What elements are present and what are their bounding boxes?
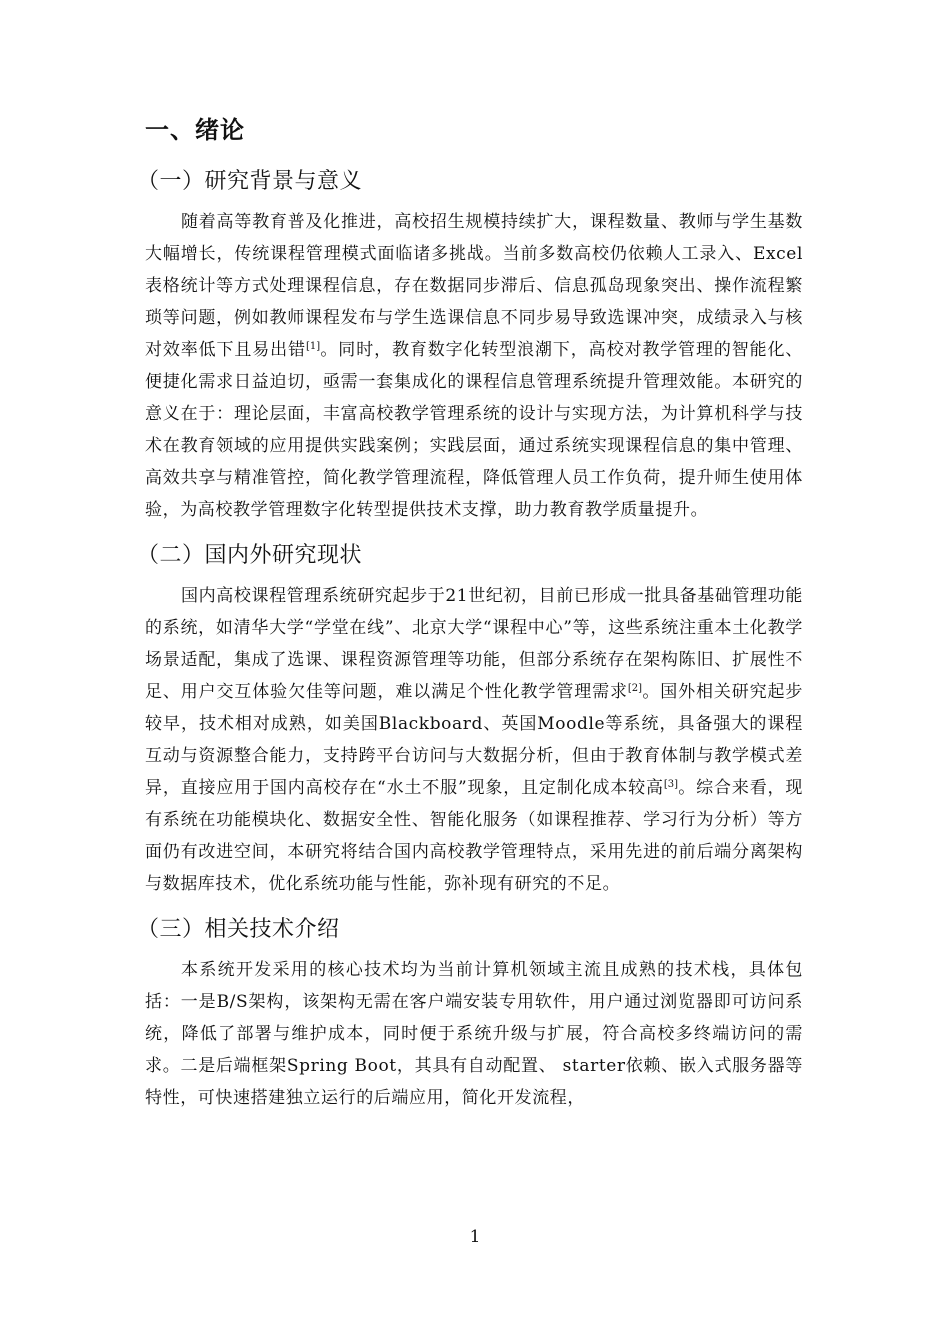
page-content: [137, 110, 804, 1124]
citation-ref[interactable]: [1]: [305, 341, 321, 352]
paragraph-text: 国内高校课程管理系统研究起步于21世纪初，目前已形成一批具备基础管理功能的系统，如清华大学“学堂在线”、北京大学“课程中心”等，这些系统注重本土化教学场景适配，集成了选课、课程资源管理等功能，但部分系统存在架构陈旧、扩展性不足、用户交互体验欠佳等问题，难以满足个性化教学管理需求: [145, 586, 803, 702]
paragraph-research-status: [145, 580, 803, 900]
paragraph-text: 。综合来看，现有系统在功能模块化、数据安全性、智能化服务（如课程推荐、学习行为分析）等方面仍有改进空间，本研究将结合国内高校教学管理特点，采用先进的前后端分离架构与数据库技术，优化系统功能与性能，弥补现有研究的不足。: [145, 778, 803, 894]
section-title-research-status: （二）国内外研究现状: [137, 543, 363, 568]
section-title-technology: （三）相关技术介绍: [137, 917, 340, 942]
paragraph-text: 随着高等教育普及化推进，高校招生规模持续扩大，课程数量、教师与学生基数大幅增长，传统课程管理模式面临诸多挑战。当前多数高校仍依赖人工录入、Excel表格统计等方式处理课程信息，存在数据同步滞后、信息孤岛现象突出、操作流程繁琐等问题，例如教师课程发布与学生选课信息不同步易导致选课冲突，成绩录入与核对效率低下且易出错: [145, 212, 803, 360]
paragraph-background: [145, 206, 803, 526]
section-title-background: （一）研究背景与意义: [137, 169, 363, 194]
citation-ref[interactable]: [3]: [663, 779, 679, 790]
paragraph-text: 。同时，教育数字化转型浪潮下，高校对教学管理的智能化、便捷化需求日益迫切，亟需一套集成化的课程信息管理系统提升管理效能。本研究的意义在于：理论层面，丰富高校教学管理系统的设计与实现方法，为计算机科学与技术在教育领域的应用提供实践案例；实践层面，通过系统实现课程信息的集中管理、高效共享与精准管控，简化教学管理流程，降低管理人员工作负荷，提升师生使用体验，为高校教学管理数字化转型提供技术支撑，助力教育教学质量提升。: [145, 340, 804, 520]
chapter-title: 一、绪论: [145, 116, 245, 144]
paragraph-text: 。国外相关研究起步较早，技术相对成熟，如美国Blackboard、英国Moodle等系统，具备强大的课程互动与资源整合能力，支持跨平台访问与大数据分析，但由于教育体制与教学模式差异，直接应用于国内高校存在“水土不服”现象，且定制化成本较高: [145, 682, 804, 798]
citation-ref[interactable]: [2]: [627, 683, 643, 694]
paragraph-text: 本系统开发采用的核心技术均为当前计算机领域主流且成熟的技术栈，具体包括：一是B/S架构，该架构无需在客户端安装专用软件，用户通过浏览器即可访问系统，降低了部署与维护成本，同时便于系统升级与扩展，符合高校多终端访问的需求。二是后端框架Spring Boot，其具有自动配置、 starter依赖、嵌入式服务器等特性，可快速搭建独立运行的后端应用，简化开发流程，: [145, 960, 803, 1108]
paragraph-technology: [145, 954, 803, 1114]
page-number: 1: [469, 1227, 481, 1247]
